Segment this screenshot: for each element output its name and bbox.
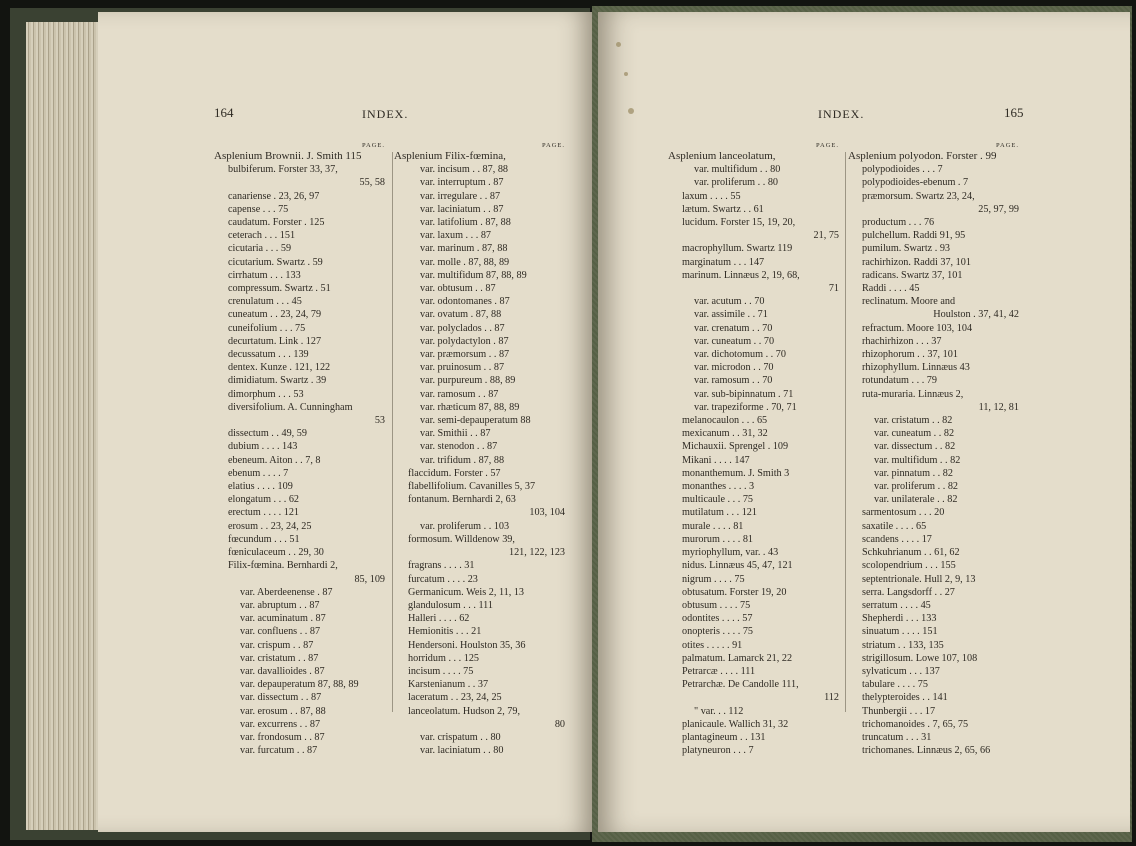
index-entry: Shepherdi . . . 133	[862, 613, 937, 625]
index-entry: rhizophorum . . 37, 101	[862, 349, 958, 361]
right-page	[598, 12, 1130, 832]
right-index-column-1	[668, 142, 843, 757]
index-entry: var. proliferum . . 82	[874, 481, 959, 493]
index-entry: var. latifolium . 87, 88	[420, 217, 511, 229]
left-page	[98, 12, 592, 832]
index-entry: 25, 97, 99	[978, 203, 1019, 215]
index-entry: var. sub-bipinnatum . 71	[694, 388, 794, 400]
index-entry: decurtatum. Link . 127	[228, 335, 322, 347]
index-entry: monanthes . . . . 3	[682, 481, 755, 493]
index-entry: scandens . . . . 17	[862, 533, 932, 545]
index-entry: dimorphum . . . 53	[228, 388, 304, 400]
page-column-label: PAGE.	[815, 142, 839, 149]
index-entry: var. laxum . . . 87	[420, 230, 492, 242]
index-entry: var. davallioides . 87	[240, 665, 325, 677]
index-entry: caudatum. Forster . 125	[228, 217, 325, 229]
index-entry: rotundatum . . . 79	[862, 375, 937, 387]
index-entry: var. furcatum . . 87	[240, 745, 318, 757]
foxing-spot	[616, 42, 621, 47]
index-entry: var. abruptum . . 87	[240, 599, 320, 611]
index-entry: trichomanes. Linnæus 2, 65, 66	[862, 745, 991, 757]
index-entry: var. proliferum . . 80	[694, 177, 779, 189]
index-entry: var. interruptum . 87	[420, 177, 504, 189]
index-entry: var. depauperatum 87, 88, 89	[240, 679, 359, 691]
index-entry: marinum. Linnæus 2, 19, 68,	[682, 269, 800, 281]
index-entry: cirrhatum . . . 133	[228, 269, 301, 281]
index-entry: var. purpureum . 88, 89	[420, 375, 516, 387]
index-entry: 112	[824, 692, 839, 704]
index-entry: glandulosum . . . 111	[408, 599, 493, 611]
right-page-number: 165	[1004, 105, 1024, 120]
index-entry: Michauxii. Sprengel . 109	[682, 441, 789, 453]
index-entry: laxum . . . . 55	[682, 190, 741, 202]
index-entry: canariense . 23, 26, 97	[228, 190, 320, 202]
index-entry: dissectum . . 49, 59	[228, 428, 307, 440]
index-entry: incisum . . . . 75	[408, 665, 474, 677]
page-edges	[26, 22, 108, 830]
index-entry: dimidiatum. Swartz . 39	[228, 375, 327, 387]
index-entry: erosum . . 23, 24, 25	[228, 520, 312, 532]
index-entry: var. odontomanes . 87	[420, 296, 510, 308]
index-entry: var. semi-depauperatum 88	[420, 415, 531, 427]
index-entry: melanocaulon . . . 65	[682, 415, 768, 427]
index-entry: lucidum. Forster 15, 19, 20,	[682, 217, 796, 229]
index-entry: rhachirhizon . . . 37	[862, 335, 942, 347]
index-entry: decussatum . . . 139	[228, 349, 309, 361]
index-entry: rachirhizon. Raddi 37, 101	[862, 256, 971, 268]
index-entry: Schkuhrianum . . 61, 62	[862, 547, 960, 559]
index-entry: lanceolatum. Hudson 2, 79,	[408, 705, 521, 717]
right-index-column-2	[848, 142, 1023, 757]
index-entry: odontites . . . . 57	[682, 613, 753, 625]
index-entry: compressum. Swartz . 51	[228, 283, 331, 295]
index-entry: var. laciniatum . . 87	[420, 203, 504, 215]
index-entry: cuneatum . . 23, 24, 79	[228, 309, 322, 321]
index-entry: var. crenatum . . 70	[694, 322, 773, 334]
index-entry: var. trifidum . 87, 88	[420, 454, 505, 466]
index-entry: var. irregulare . . 87	[420, 190, 501, 202]
foxing-spot	[624, 72, 628, 76]
index-entry: productum . . . 76	[862, 217, 935, 229]
left-page-number: 164	[214, 105, 234, 120]
index-entry: 53	[374, 415, 385, 427]
index-entry: multicaule . . . 75	[682, 494, 754, 506]
index-entry: Hemionitis . . . 21	[408, 626, 482, 638]
index-entry: otites . . . . . 91	[682, 639, 743, 651]
index-entry: sylvaticum . . . 137	[862, 665, 940, 677]
index-entry: planicaule. Wallich 31, 32	[682, 718, 789, 730]
index-entry: var. erosum . . 87, 88	[240, 705, 326, 717]
index-entry: Mikani . . . . 147	[682, 454, 750, 466]
index-entry: serratum . . . . 45	[862, 599, 931, 611]
index-entry: var. incisum . . 87, 88	[420, 164, 509, 176]
index-entry: " var. . . 112	[694, 705, 744, 717]
index-entry: var. dissectum . . 87	[240, 692, 322, 704]
index-entry: elongatum . . . 62	[228, 494, 300, 506]
index-entry: laceratum . . 23, 24, 25	[408, 692, 502, 704]
index-entry: var. unilaterale . . 82	[874, 494, 958, 506]
column-rule	[845, 152, 846, 712]
index-entry: fragrans . . . . 31	[408, 560, 475, 572]
index-entry: 11, 12, 81	[978, 401, 1019, 413]
foxing-spot	[628, 108, 634, 114]
index-entry: var. stenodon . . 87	[420, 441, 498, 453]
index-entry: refractum. Moore 103, 104	[862, 322, 973, 334]
index-entry: marginatum . . . 147	[682, 256, 765, 268]
index-entry: var. multifidum . . 80	[694, 164, 781, 176]
index-entry: var. ramosum . . 87	[420, 388, 499, 400]
index-entry: Petrarcæ . . . . 111	[682, 665, 756, 677]
index-entry: tabulare . . . . 75	[862, 679, 928, 691]
index-entry: murorum . . . . 81	[682, 533, 754, 545]
index-entry: macrophyllum. Swartz 119	[682, 243, 793, 255]
index-entry: fœniculaceum . . 29, 30	[228, 547, 324, 559]
index-entry: var. microdon . . 70	[694, 362, 774, 374]
index-entry: var. obtusum . . 87	[420, 283, 496, 295]
index-entry: flabellifolium. Cavanilles 5, 37	[408, 481, 536, 493]
index-entry: onopteris . . . . 75	[682, 626, 754, 638]
index-entry: mutilatum . . . 121	[682, 507, 757, 519]
index-entry: var. cristatum . . 82	[874, 415, 953, 427]
index-entry: var. cristatum . . 87	[240, 652, 319, 664]
index-entry: pumilum. Swartz . 93	[862, 243, 951, 255]
index-entry: fœcundum . . . 51	[228, 533, 300, 545]
index-entry: var. pruinosum . . 87	[420, 362, 505, 374]
index-entry: fontanum. Bernhardi 2, 63	[408, 494, 516, 506]
index-entry: var. laciniatum . . 80	[420, 745, 504, 757]
index-entry: dentex. Kunze . 121, 122	[228, 362, 331, 374]
index-entry: monanthemum. J. Smith 3	[682, 467, 790, 479]
index-entry: var. confluens . . 87	[240, 626, 321, 638]
index-entry: trichomanoides . 7, 65, 75	[862, 718, 969, 730]
index-entry: Raddi . . . . 45	[862, 283, 920, 295]
index-entry: var. excurrens . . 87	[240, 718, 321, 730]
index-entry: obtusum . . . . 75	[682, 599, 751, 611]
index-entry: polypodioides . . . 7	[862, 164, 943, 176]
index-entry: var. multifidum . . 82	[874, 454, 961, 466]
left-running-head: INDEX.	[362, 107, 409, 121]
index-entry: saxatile . . . . 65	[862, 520, 927, 532]
index-entry: var. frondosum . . 87	[240, 731, 325, 743]
index-entry: Halleri . . . . 62	[408, 613, 470, 625]
index-entry: scolopendrium . . . 155	[862, 560, 956, 572]
index-entry: Hendersoni. Houlston 35, 36	[408, 639, 526, 651]
index-entry: var. præmorsum . . 87	[420, 349, 510, 361]
index-entry: sinuatum . . . . 151	[862, 626, 938, 638]
index-entry: 55, 58	[359, 177, 385, 189]
index-entry: lætum. Swartz . . 61	[682, 203, 764, 215]
index-heading: Asplenium Brownii. J. Smith 115	[214, 150, 362, 162]
index-entry: polypodioides-ebenum . 7	[862, 177, 969, 189]
column-rule	[392, 152, 393, 712]
index-entry: Thunbergii . . . 17	[862, 705, 936, 717]
index-entry: ruta-muraria. Linnæus 2,	[862, 388, 964, 400]
index-entry: pulchellum. Raddi 91, 95	[862, 230, 966, 242]
index-entry: var. ovatum . 87, 88	[420, 309, 502, 321]
page-column-label: PAGE.	[361, 142, 385, 149]
right-running-head: INDEX.	[818, 107, 865, 121]
index-heading: Asplenium polyodon. Forster . 99	[848, 150, 997, 162]
left-index-column-2	[394, 142, 569, 757]
index-entry: var. crispatum . . 80	[420, 731, 501, 743]
index-entry: 21, 75	[813, 230, 839, 242]
index-entry: sarmentosum . . . 20	[862, 507, 945, 519]
index-entry: 71	[828, 283, 839, 295]
index-entry: plantagineum . . 131	[682, 731, 766, 743]
index-entry: var. trapeziforme . 70, 71	[694, 401, 797, 413]
index-entry: var. polyclados . . 87	[420, 322, 505, 334]
index-entry: radicans. Swartz 37, 101	[862, 269, 963, 281]
page-column-label: PAGE.	[995, 142, 1019, 149]
index-heading: Asplenium Filix-fœmina,	[394, 150, 506, 162]
index-entry: striatum . . 133, 135	[862, 639, 944, 651]
index-entry: var. rhæticum 87, 88, 89	[420, 401, 520, 413]
index-entry: Petrarchæ. De Candolle 111,	[682, 679, 799, 691]
index-entry: strigillosum. Lowe 107, 108	[862, 652, 978, 664]
index-entry: truncatum . . . 31	[862, 731, 932, 743]
index-entry: var. acuminatum . 87	[240, 613, 326, 625]
index-entry: var. cuneatum . . 70	[694, 335, 775, 347]
page-column-label: PAGE.	[541, 142, 565, 149]
index-entry: dubium . . . . 143	[228, 441, 298, 453]
index-entry: var. assimile . . 71	[694, 309, 768, 321]
index-entry: var. dissectum . . 82	[874, 441, 956, 453]
index-entry: thelypteroides . . 141	[862, 692, 948, 704]
index-entry: 121, 122, 123	[508, 547, 565, 559]
index-entry: 80	[554, 718, 565, 730]
index-entry: elatius . . . . 109	[228, 481, 293, 493]
index-entry: diversifolium. A. Cunningham	[228, 401, 353, 413]
index-entry: 85, 109	[354, 573, 385, 585]
index-entry: murale . . . . 81	[682, 520, 744, 532]
index-entry: var. Aberdeenense . 87	[240, 586, 333, 598]
index-entry: horridum . . . 125	[408, 652, 480, 664]
index-entry: Karstenianum . . 37	[408, 679, 489, 691]
index-entry: præmorsum. Swartz 23, 24,	[862, 190, 975, 202]
index-entry: nigrum . . . . 75	[682, 573, 745, 585]
index-entry: ceterach . . . 151	[228, 230, 296, 242]
index-entry: var. pinnatum . . 82	[874, 467, 953, 479]
index-entry: reclinatum. Moore and	[862, 296, 956, 308]
index-entry: crenulatum . . . 45	[228, 296, 302, 308]
index-entry: rhizophyllum. Linnæus 43	[862, 362, 970, 374]
index-entry: serra. Langsdorff . . 27	[862, 586, 955, 598]
index-entry: ebenum . . . . 7	[228, 467, 289, 479]
index-entry: var. ramosum . . 70	[694, 375, 773, 387]
index-entry: var. polydactylon . 87	[420, 335, 509, 347]
index-entry: Houlston . 37, 41, 42	[933, 309, 1019, 321]
index-entry: palmatum. Lamarck 21, 22	[682, 652, 793, 664]
index-entry: capense . . . 75	[228, 203, 289, 215]
index-entry: var. multifidum 87, 88, 89	[420, 269, 527, 281]
index-entry: furcatum . . . . 23	[408, 573, 478, 585]
index-entry: erectum . . . . 121	[228, 507, 300, 519]
index-entry: var. proliferum . . 103	[420, 520, 510, 532]
index-entry: cuneifolium . . . 75	[228, 322, 306, 334]
index-entry: var. cuneatum . . 82	[874, 428, 955, 440]
index-entry: var. marinum . 87, 88	[420, 243, 508, 255]
index-entry: bulbiferum. Forster 33, 37,	[228, 164, 338, 176]
index-entry: Filix-fœmina. Bernhardi 2,	[228, 560, 338, 572]
index-entry: var. acutum . . 70	[694, 296, 765, 308]
index-entry: mexicanum . . 31, 32	[682, 428, 768, 440]
index-entry: formosum. Willdenow 39,	[408, 533, 515, 545]
index-entry: platyneuron . . . 7	[682, 745, 754, 757]
index-heading: Asplenium lanceolatum,	[668, 150, 776, 162]
index-entry: ebeneum. Aiton . . 7, 8	[228, 454, 321, 466]
index-entry: flaccidum. Forster . 57	[408, 467, 501, 479]
left-index-column-1	[214, 142, 389, 757]
index-entry: var. Smithii . . 87	[420, 428, 491, 440]
index-entry: cicutarium. Swartz . 59	[228, 256, 323, 268]
index-entry: var. dichotomum . . 70	[694, 349, 786, 361]
index-entry: 103, 104	[529, 507, 565, 519]
index-entry: myriophyllum, var. . 43	[682, 547, 779, 559]
index-entry: obtusatum. Forster 19, 20	[682, 586, 787, 598]
index-entry: var. crispum . . 87	[240, 639, 314, 651]
index-entry: nidus. Linnæus 45, 47, 121	[682, 560, 793, 572]
index-entry: Germanicum. Weis 2, 11, 13	[408, 586, 525, 598]
index-entry: septentrionale. Hull 2, 9, 13	[862, 573, 976, 585]
index-entry: cicutaria . . . 59	[228, 243, 292, 255]
index-entry: var. molle . 87, 88, 89	[420, 256, 510, 268]
